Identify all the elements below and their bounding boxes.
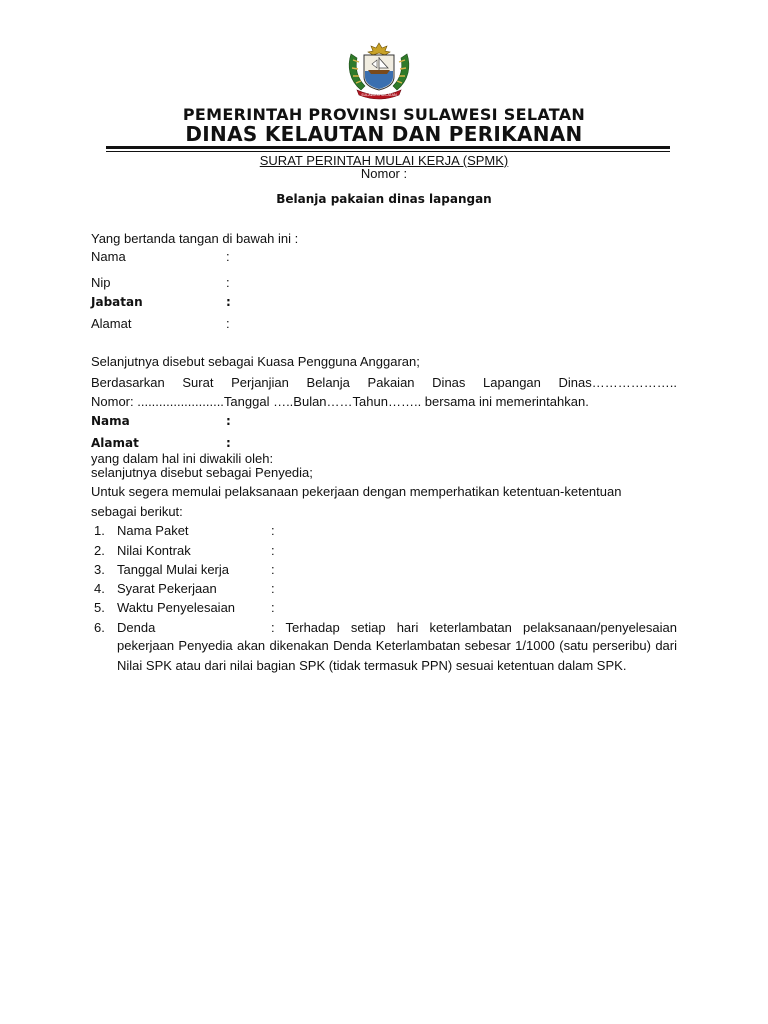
signer-name-colon: :	[226, 249, 230, 264]
instruction-line-2: sebagai berikut:	[91, 504, 183, 519]
item-label: Syarat Pekerjaan	[117, 581, 217, 596]
item-number: 3.	[94, 562, 105, 577]
letterhead-rule-thin	[106, 151, 670, 152]
item-number: 2.	[94, 543, 105, 558]
item-label: Waktu Penyelesaian	[117, 600, 236, 615]
vendor-alamat-colon: :	[226, 436, 231, 450]
item-colon: :	[271, 562, 275, 577]
item-denda-first-line: : Terhadap setiap hari keterlambatan pelaksanaan/penyelesaian	[271, 620, 677, 635]
signer-alamat-label: Alamat	[91, 316, 132, 331]
signer-nip-colon: :	[226, 275, 230, 290]
basis-line-1: Berdasarkan Surat Perjanjian Belanja Pakaian Dinas Lapangan Dinas………………..	[91, 375, 677, 390]
item-colon: :	[271, 581, 275, 596]
signer-name-label: Nama	[91, 249, 126, 264]
letterhead-rule-thick	[106, 146, 670, 149]
item-label: Nilai Kontrak	[117, 543, 191, 558]
item-label: Nama Paket	[117, 523, 189, 538]
vendor-alamat-label: Alamat	[91, 436, 139, 450]
item-number: 5.	[94, 600, 105, 615]
provincial-emblem-logo	[343, 40, 415, 100]
item-colon: :	[271, 543, 275, 558]
vendor-name-label: Nama	[91, 414, 130, 428]
document-title: SURAT PERINTAH MULAI KERJA (SPMK)	[259, 153, 509, 168]
item-label: Tanggal Mulai kerja	[117, 562, 230, 577]
document-number-label: Nomor :	[360, 166, 408, 181]
logo-lettering: SULAWESI SELATAN	[361, 93, 397, 97]
letterhead-agency-name: DINAS KELAUTAN DAN PERIKANAN	[185, 122, 583, 146]
item-number: 1.	[94, 523, 105, 538]
basis-line-2: Nomor: ........................Tanggal …..Bulan……Tahun…….. bersama ini memerintahkan.	[91, 394, 589, 409]
vendor-designation-line: selanjutnya disebut sebagai Penyedia;	[91, 465, 313, 480]
denda-paragraph: pekerjaan Penyedia akan dikenakan Denda Keterlambatan sebesar 1/1000 (satu perseribu) dari Nilai SPK atau dari nilai bagian SPK (tidak termasuk PPN) sesuai ketentuan dalam SPK.	[117, 638, 677, 673]
signer-jabatan-label: Jabatan	[91, 295, 143, 309]
signer-designation: Selanjutnya disebut sebagai Kuasa Pengguna Anggaran;	[91, 354, 420, 369]
item-colon: :	[271, 523, 275, 538]
signer-jabatan-colon: :	[226, 295, 231, 309]
item-colon: :	[271, 600, 275, 615]
item-number: 4.	[94, 581, 105, 596]
document-subject: Belanja pakaian dinas lapangan	[276, 192, 492, 206]
signer-intro: Yang bertanda tangan di bawah ini :	[91, 231, 299, 246]
item-label: Denda	[117, 620, 156, 635]
signer-nip-label: Nip	[91, 275, 111, 290]
letterhead-government-name: PEMERINTAH PROVINSI SULAWESI SELATAN	[182, 105, 586, 124]
vendor-name-colon: :	[226, 414, 231, 428]
signer-alamat-colon: :	[226, 316, 230, 331]
vendor-representative-line: yang dalam hal ini diwakili oleh:	[91, 451, 274, 466]
item-number: 6.	[94, 620, 105, 635]
instruction-line-1: Untuk segera memulai pelaksanaan pekerjaan dengan memperhatikan ketentuan-ketentuan	[91, 484, 622, 499]
